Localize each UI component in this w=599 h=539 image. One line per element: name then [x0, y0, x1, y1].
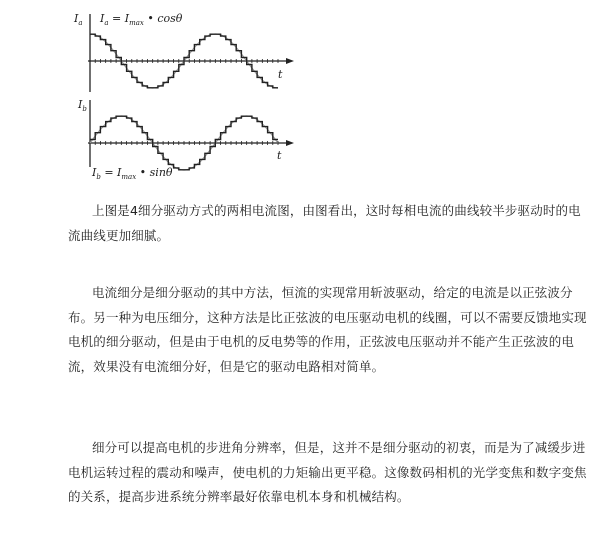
paragraph-intro: 上图是4细分驱动方式的两相电流图，由图看出，这时每相电流的曲线较半步驱动时的电流曲线更加细腻。: [68, 203, 581, 243]
top-x-label: t: [278, 68, 283, 81]
top-plot: [73, 12, 294, 92]
top-x-axis-arrow: [286, 58, 294, 64]
bottom-equation: $I_b = I_{max}$ • sinθ: [92, 166, 173, 181]
two-phase-current-figure: [0, 0, 300, 185]
paragraph-resolution: 细分可以提高电机的步进角分辨率，但是，这并不是细分驱动的初衷，而是为了减缓步进电机运转过程的震动和噪声，使电机的力矩输出更平稳。这像数码相机的光学变焦和数字变焦的关系，提高步进系统分辨率最好依靠电机本身和机械结构。: [68, 440, 587, 504]
bottom-y-label: $I_b$: [78, 98, 87, 113]
top-y-label: $I_a$: [74, 12, 83, 27]
bottom-x-label: t: [277, 149, 282, 162]
bottom-plot: [77, 98, 294, 181]
bottom-x-axis-arrow: [286, 140, 294, 146]
paragraph-current-subdivision: 电流细分是细分驱动的其中方法，恒流的实现常用斩波驱动，给定的电流是以正弦波分布。另一种为电压细分，这种方法是比正弦波的电压驱动电机的线圈，可以不需要反馈地实现电机的细分驱动，但是由于电机的反电势等的作用，正弦波电压驱动并不能产生正弦波的电流，效果没有电流细分好，但是它的驱动电路相对简单。: [68, 285, 587, 374]
top-equation: $I_a = I_{max}$ • cosθ: [100, 12, 183, 27]
